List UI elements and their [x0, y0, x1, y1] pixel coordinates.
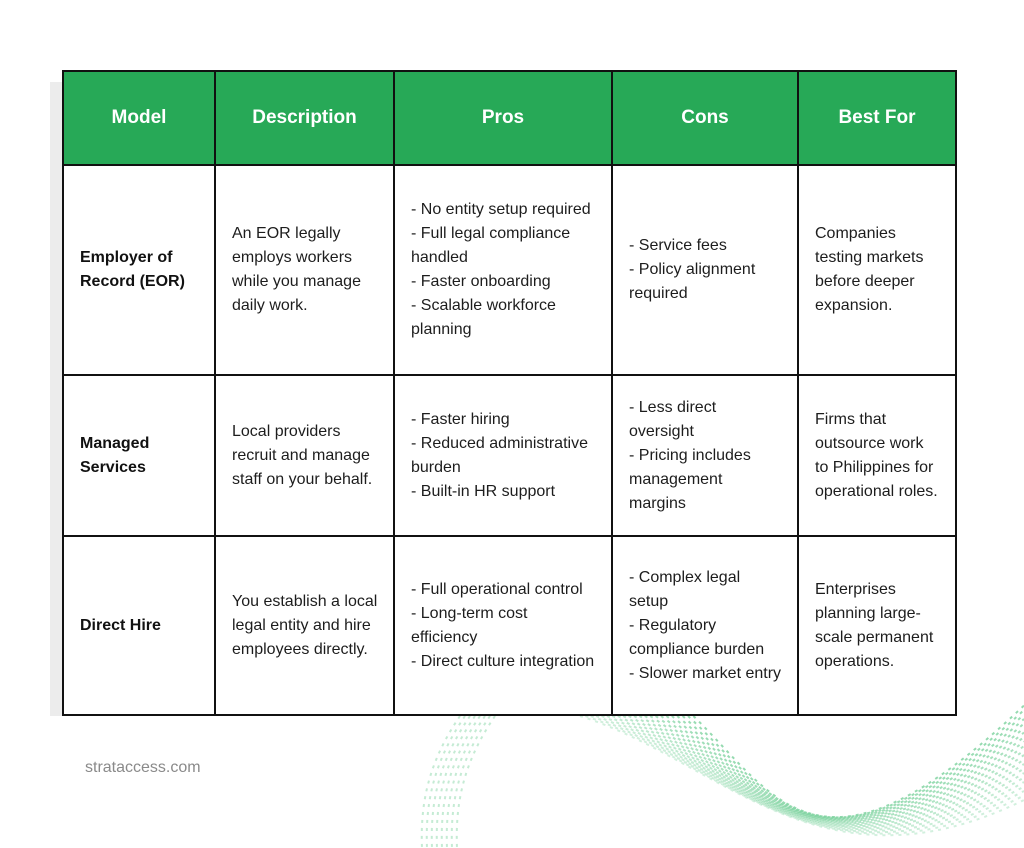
wave-line	[650, 716, 1024, 821]
wave-line	[618, 716, 1024, 826]
con-item: - Regulatory compliance burden	[629, 616, 765, 658]
con-item: - Policy alignment required	[629, 261, 756, 302]
wave-line	[612, 716, 1024, 827]
table-row	[63, 536, 956, 715]
cell-description: An EOR legally employs workers while you manage daily work.	[215, 165, 394, 375]
cell-best-for: Companies testing markets before deeper expansion.	[798, 165, 956, 375]
pro-item: - Direct culture integration	[411, 652, 595, 670]
table-row	[63, 375, 956, 536]
con-item: - Less direct oversight	[629, 398, 717, 440]
cell-model: Direct Hire	[63, 536, 215, 715]
wave-line	[666, 716, 1024, 819]
con-item: - Service fees	[629, 237, 727, 254]
pro-item: - Built-in HR support	[411, 482, 556, 500]
con-item: - Complex legal setup	[629, 568, 741, 610]
header-description: Description	[215, 71, 394, 165]
cell-best-for: Enterprises planning large-scale permanent operations.	[798, 536, 956, 715]
table-row	[63, 165, 956, 375]
wave-line	[661, 716, 1024, 820]
wave-line	[639, 716, 1024, 822]
table-header-row	[63, 71, 956, 165]
pro-item: - Long-term cost efficiency	[411, 604, 528, 646]
cell-cons	[612, 375, 798, 536]
cell-model: Managed Services	[63, 375, 215, 536]
wave-line	[607, 716, 1024, 828]
cell-description: You establish a local legal entity and hire employees directly.	[215, 536, 394, 715]
pro-item: - Reduced administrative burden	[411, 434, 588, 476]
pro-item: - Scalable workforce planning	[411, 297, 556, 338]
pro-item: - Faster hiring	[411, 410, 510, 428]
cell-cons	[612, 536, 798, 715]
header-model: Model	[63, 71, 215, 165]
cell-model: Employer of Record (EOR)	[63, 165, 215, 375]
pro-item: - Full legal compliance handled	[411, 225, 571, 266]
cell-description: Local providers recruit and manage staff on your behalf.	[215, 375, 394, 536]
con-item: - Pricing includes management margins	[629, 446, 751, 512]
cell-best-for: Firms that outsource work to Philippines for operational roles.	[798, 375, 956, 536]
cell-pros	[394, 536, 612, 715]
wave-line	[677, 716, 1024, 818]
header-pros: Pros	[394, 71, 612, 165]
pro-item: - Full operational control	[411, 580, 583, 598]
wave-line	[602, 716, 1024, 829]
footer-site-url: strataccess.com	[85, 759, 201, 776]
pro-item: - No entity setup required	[411, 201, 591, 218]
pro-item: - Faster onboarding	[411, 273, 551, 290]
cell-pros	[394, 165, 612, 375]
wave-line	[683, 715, 1024, 818]
header-best-for: Best For	[798, 71, 956, 165]
wave-line	[457, 716, 495, 848]
con-item: - Slower market entry	[629, 664, 782, 682]
header-cons: Cons	[612, 71, 798, 165]
comparison-table	[62, 70, 957, 716]
cell-pros	[394, 375, 612, 536]
cell-cons	[612, 165, 798, 375]
